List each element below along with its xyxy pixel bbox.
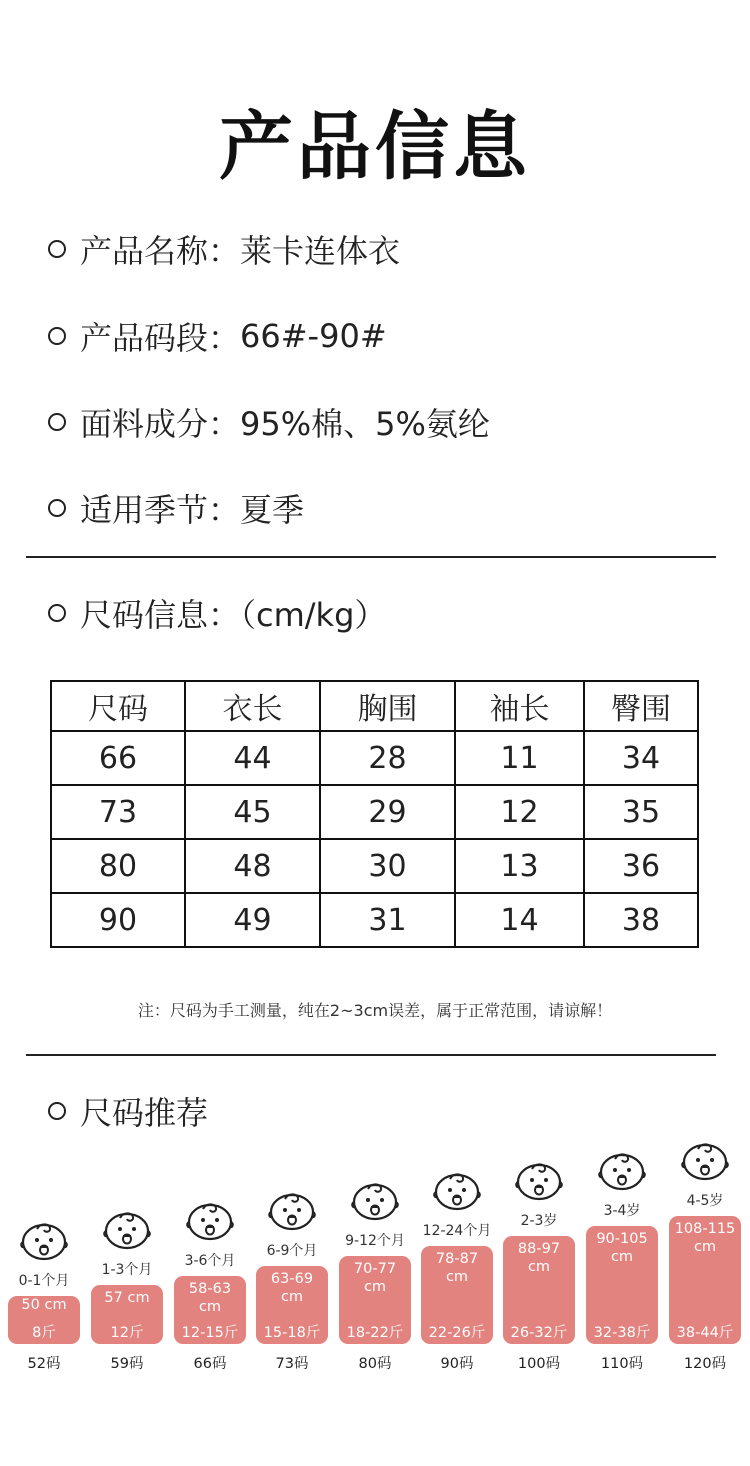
table-cell: 80 bbox=[51, 839, 185, 893]
recommend-heading-row bbox=[48, 1088, 208, 1134]
table-row bbox=[51, 731, 698, 785]
info-season-label: 适用季节： bbox=[80, 491, 241, 529]
baby-face-icon bbox=[268, 1190, 316, 1234]
table-row bbox=[51, 785, 698, 839]
weight-range-label: 15-18斤 bbox=[263, 1325, 321, 1341]
weight-range-label: 26-32斤 bbox=[510, 1325, 568, 1341]
age-range-label: 2-3岁 bbox=[520, 1213, 558, 1229]
size-recommend-box bbox=[174, 1276, 246, 1344]
size-recommend-item bbox=[256, 1140, 328, 1380]
baby-face-icon bbox=[20, 1220, 68, 1264]
size-code-label: 73码 bbox=[275, 1356, 309, 1372]
table-cell: 29 bbox=[320, 785, 455, 839]
circle-bullet-icon bbox=[48, 1102, 66, 1120]
size-code-label: 90码 bbox=[440, 1356, 474, 1372]
table-cell: 44 bbox=[185, 731, 320, 785]
table-header-hip: 臀围 bbox=[584, 681, 698, 731]
recommend-heading: 尺码推荐 bbox=[80, 1094, 209, 1132]
age-range-label: 9-12个月 bbox=[345, 1233, 405, 1249]
table-cell: 49 bbox=[185, 893, 320, 947]
info-fabric-row bbox=[48, 399, 490, 445]
table-cell: 30 bbox=[320, 839, 455, 893]
size-info-heading: 尺码信息：（cm/kg） bbox=[80, 596, 387, 634]
table-cell: 12 bbox=[455, 785, 584, 839]
table-cell: 90 bbox=[51, 893, 185, 947]
size-recommend-item bbox=[174, 1140, 246, 1380]
weight-range-label: 38-44斤 bbox=[676, 1325, 734, 1341]
circle-bullet-icon bbox=[48, 604, 66, 622]
table-cell: 13 bbox=[455, 839, 584, 893]
table-cell: 34 bbox=[584, 731, 698, 785]
table-header-sleeve: 袖长 bbox=[455, 681, 584, 731]
size-recommend-box bbox=[503, 1236, 575, 1344]
table-header-length: 衣长 bbox=[185, 681, 320, 731]
table-header-chest: 胸围 bbox=[320, 681, 455, 731]
table-cell: 28 bbox=[320, 731, 455, 785]
info-season-value: 夏季 bbox=[240, 491, 305, 529]
table-cell: 36 bbox=[584, 839, 698, 893]
table-cell: 73 bbox=[51, 785, 185, 839]
baby-face-icon bbox=[103, 1209, 151, 1253]
circle-bullet-icon bbox=[48, 327, 66, 345]
weight-range-label: 12-15斤 bbox=[181, 1325, 239, 1341]
height-range-label: 108-115 cm bbox=[674, 1221, 736, 1255]
circle-bullet-icon bbox=[48, 413, 66, 431]
age-range-label: 0-1个月 bbox=[18, 1273, 70, 1289]
size-recommend-item bbox=[669, 1140, 741, 1380]
table-row bbox=[51, 839, 698, 893]
baby-face-icon bbox=[433, 1170, 481, 1214]
info-fabric-value: 95%棉、5%氨纶 bbox=[240, 405, 490, 443]
circle-bullet-icon bbox=[48, 499, 66, 517]
size-recommend-box bbox=[8, 1296, 80, 1344]
table-row bbox=[51, 893, 698, 947]
height-range-label: 88-97 cm bbox=[517, 1241, 561, 1275]
measurement-note: 注：尺码为手工测量，纯在2~3cm误差，属于正常范围，请谅解！ bbox=[137, 1001, 613, 1020]
size-code-label: 100码 bbox=[517, 1356, 561, 1372]
age-range-label: 1-3个月 bbox=[101, 1262, 153, 1278]
size-recommend-box bbox=[91, 1285, 163, 1344]
size-code-label: 120码 bbox=[683, 1356, 727, 1372]
table-cell: 45 bbox=[185, 785, 320, 839]
weight-range-label: 22-26斤 bbox=[428, 1325, 486, 1341]
table-cell: 31 bbox=[320, 893, 455, 947]
table-header-size: 尺码 bbox=[51, 681, 185, 731]
height-range-label: 63-69 cm bbox=[270, 1271, 314, 1305]
size-recommend-item bbox=[339, 1140, 411, 1380]
age-range-label: 4-5岁 bbox=[686, 1193, 724, 1209]
height-range-label: 78-87 cm bbox=[435, 1251, 479, 1285]
info-fabric-label: 面料成分： bbox=[80, 405, 241, 443]
info-range-value: 66#-90# bbox=[240, 317, 387, 355]
divider-line bbox=[26, 556, 716, 558]
info-name-label: 产品名称： bbox=[80, 232, 241, 270]
table-cell: 35 bbox=[584, 785, 698, 839]
age-range-label: 3-4岁 bbox=[603, 1203, 641, 1219]
weight-range-label: 12斤 bbox=[110, 1325, 144, 1341]
divider-line bbox=[26, 1054, 716, 1056]
height-range-label: 90-105 cm bbox=[596, 1231, 648, 1265]
baby-face-icon bbox=[351, 1180, 399, 1224]
size-info-heading-row bbox=[48, 590, 386, 636]
size-recommend-box bbox=[421, 1246, 493, 1344]
height-range-label: 50 cm bbox=[21, 1297, 67, 1313]
baby-face-icon bbox=[681, 1140, 729, 1184]
size-code-label: 110码 bbox=[600, 1356, 644, 1372]
size-recommend-box bbox=[339, 1256, 411, 1344]
table-header-row bbox=[51, 681, 698, 731]
table-cell: 14 bbox=[455, 893, 584, 947]
height-range-label: 57 cm bbox=[104, 1290, 150, 1306]
table-cell: 48 bbox=[185, 839, 320, 893]
size-recommend-item bbox=[586, 1140, 658, 1380]
info-name-value: 莱卡连体衣 bbox=[240, 232, 401, 270]
table-cell: 66 bbox=[51, 731, 185, 785]
circle-bullet-icon bbox=[48, 240, 66, 258]
info-range-label: 产品码段： bbox=[80, 319, 241, 357]
table-cell: 11 bbox=[455, 731, 584, 785]
info-name-row bbox=[48, 226, 400, 272]
size-recommend-item bbox=[421, 1140, 493, 1380]
info-range-row bbox=[48, 313, 387, 359]
size-recommend-box bbox=[669, 1216, 741, 1344]
height-range-label: 70-77 cm bbox=[353, 1261, 397, 1295]
baby-face-icon bbox=[598, 1150, 646, 1194]
height-range-label: 58-63 cm bbox=[188, 1281, 232, 1315]
weight-range-label: 32-38斤 bbox=[593, 1325, 651, 1341]
age-range-label: 3-6个月 bbox=[184, 1253, 236, 1269]
info-season-row bbox=[48, 485, 304, 531]
size-code-label: 80码 bbox=[358, 1356, 392, 1372]
age-range-label: 6-9个月 bbox=[266, 1243, 318, 1259]
size-table bbox=[50, 680, 699, 948]
size-recommend-item bbox=[8, 1140, 80, 1380]
size-code-label: 66码 bbox=[193, 1356, 227, 1372]
size-recommend-box bbox=[256, 1266, 328, 1344]
page-title: 产品信息 bbox=[219, 104, 531, 190]
size-code-label: 59码 bbox=[110, 1356, 144, 1372]
table-cell: 38 bbox=[584, 893, 698, 947]
size-code-label: 52码 bbox=[27, 1356, 61, 1372]
size-recommend-box bbox=[586, 1226, 658, 1344]
weight-range-label: 18-22斤 bbox=[346, 1325, 404, 1341]
age-range-label: 12-24个月 bbox=[422, 1223, 492, 1239]
size-recommend-item bbox=[91, 1140, 163, 1380]
baby-face-icon bbox=[515, 1160, 563, 1204]
size-recommend-strip bbox=[0, 1140, 750, 1380]
weight-range-label: 8斤 bbox=[32, 1325, 56, 1341]
size-recommend-item bbox=[503, 1140, 575, 1380]
baby-face-icon bbox=[186, 1200, 234, 1244]
